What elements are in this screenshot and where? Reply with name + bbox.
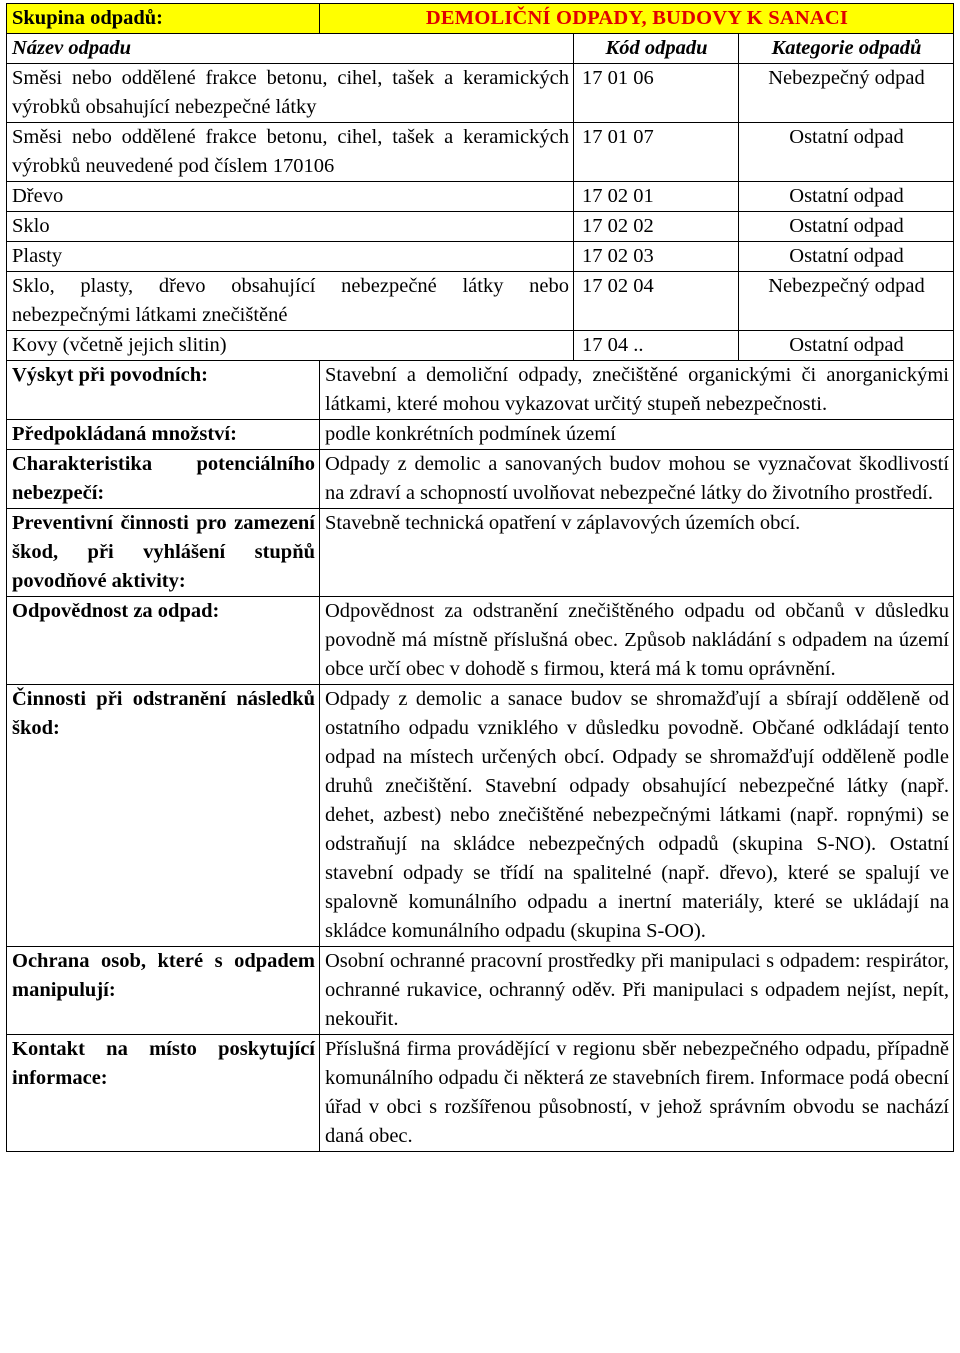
- group-value: DEMOLIČNÍ ODPADY, BUDOVY K SANACI: [320, 4, 954, 34]
- info-text: podle konkrétních podmínek území: [320, 420, 954, 450]
- info-row: [7, 361, 954, 420]
- waste-category: Ostatní odpad: [739, 331, 954, 361]
- column-name: Název odpadu: [7, 34, 574, 64]
- waste-code: 17 02 04: [574, 272, 739, 331]
- waste-code: 17 01 07: [574, 123, 739, 182]
- info-label: Odpovědnost za odpad:: [7, 597, 320, 685]
- waste-row: [7, 331, 954, 361]
- info-text: Příslušná firma provádějící v regionu sběr nebezpečného odpadu, případně komunálního odpadu či některá ze stavebních firem. Informace podá obecní úřad v obci s rozšířenou působností, v jehož správním obvodu se nachází daná obec.: [320, 1035, 954, 1152]
- info-text: Osobní ochranné pracovní prostředky při manipulaci s odpadem: respirátor, ochranné rukavice, ochranný oděv. Při manipulaci s odpadem nejíst, nepít, nekouřit.: [320, 947, 954, 1035]
- waste-row: [7, 272, 954, 331]
- waste-name: Směsi nebo oddělené frakce betonu, cihel, tašek a keramických výrobků neuvedené pod číslem 170106: [7, 123, 574, 182]
- waste-code: 17 01 06: [574, 64, 739, 123]
- info-row: [7, 509, 954, 597]
- waste-name: Kovy (včetně jejich slitin): [7, 331, 574, 361]
- waste-row: [7, 212, 954, 242]
- group-label: Skupina odpadů:: [7, 4, 320, 34]
- info-label: Preventivní činnosti pro zamezení škod, při vyhlášení stupňů povodňové aktivity:: [7, 509, 320, 597]
- waste-sheet: [6, 3, 953, 1152]
- waste-category: Ostatní odpad: [739, 242, 954, 272]
- waste-category: Ostatní odpad: [739, 212, 954, 242]
- waste-table: [6, 3, 954, 1152]
- info-row: [7, 947, 954, 1035]
- waste-row: [7, 64, 954, 123]
- info-row: [7, 1035, 954, 1152]
- waste-name: Plasty: [7, 242, 574, 272]
- column-category: Kategorie odpadů: [739, 34, 954, 64]
- info-row: [7, 685, 954, 947]
- waste-code: 17 02 01: [574, 182, 739, 212]
- waste-category: Nebezpečný odpad: [739, 64, 954, 123]
- column-header-row: [7, 34, 954, 64]
- waste-row: [7, 123, 954, 182]
- waste-row: [7, 182, 954, 212]
- info-text: Stavební a demoliční odpady, znečištěné organickými či anorganickými látkami, které mohou vykazovat určitý stupeň nebezpečnosti.: [320, 361, 954, 420]
- waste-name: Sklo, plasty, dřevo obsahující nebezpečné látky nebo nebezpečnými látkami znečištěné: [7, 272, 574, 331]
- info-label: Činnosti při odstranění následků škod:: [7, 685, 320, 947]
- waste-code: 17 02 03: [574, 242, 739, 272]
- info-text: Odpovědnost za odstranění znečištěného odpadu od občanů v důsledku povodně má místně příslušná obec. Způsob nakládání s odpadem na území obce určí obec v dohodě s firmou, která má k tomu oprávnění.: [320, 597, 954, 685]
- info-row: [7, 450, 954, 509]
- waste-code: 17 02 02: [574, 212, 739, 242]
- info-label: Charakteristika potenciálního nebezpečí:: [7, 450, 320, 509]
- header-row: [7, 4, 954, 34]
- info-label: Ochrana osob, které s odpadem manipulují:: [7, 947, 320, 1035]
- info-row: [7, 597, 954, 685]
- waste-name: Směsi nebo oddělené frakce betonu, cihel, tašek a keramických výrobků obsahující nebezpečné látky: [7, 64, 574, 123]
- waste-name: Sklo: [7, 212, 574, 242]
- waste-name: Dřevo: [7, 182, 574, 212]
- waste-category: Nebezpečný odpad: [739, 272, 954, 331]
- info-text: Odpady z demolic a sanace budov se shromažďují a sbírají odděleně od ostatního odpadu vzniklého v důsledku povodně. Občané odkládají tento odpad na místech určených obcí. Odpady se shromažďují odděleně podle druhů znečištění. Stavební odpady obsahující nebezpečné látky (např. dehet, azbest) nebo znečištěné nebezpečnými látkami (např. ropnými) se odstraňují na skládce nebezpečných odpadů (skupina S-NO). Ostatní stavební odpady se třídí na spalitelné (např. dřevo), které se spalují ve spalovně komunálního odpadu a inertní materiály, které se ukládají na skládce komunálního odpadu (skupina S-OO).: [320, 685, 954, 947]
- waste-code: 17 04 ..: [574, 331, 739, 361]
- waste-category: Ostatní odpad: [739, 123, 954, 182]
- info-text: Odpady z demolic a sanovaných budov mohou se vyznačovat škodlivostí na zdraví a schopností uvolňovat nebezpečné látky do životního prostředí.: [320, 450, 954, 509]
- info-label: Kontakt na místo poskytující informace:: [7, 1035, 320, 1152]
- waste-row: [7, 242, 954, 272]
- waste-category: Ostatní odpad: [739, 182, 954, 212]
- column-code: Kód odpadu: [574, 34, 739, 64]
- info-label: Předpokládaná množství:: [7, 420, 320, 450]
- info-label: Výskyt při povodních:: [7, 361, 320, 420]
- info-text: Stavebně technická opatření v záplavových územích obcí.: [320, 509, 954, 597]
- info-row: [7, 420, 954, 450]
